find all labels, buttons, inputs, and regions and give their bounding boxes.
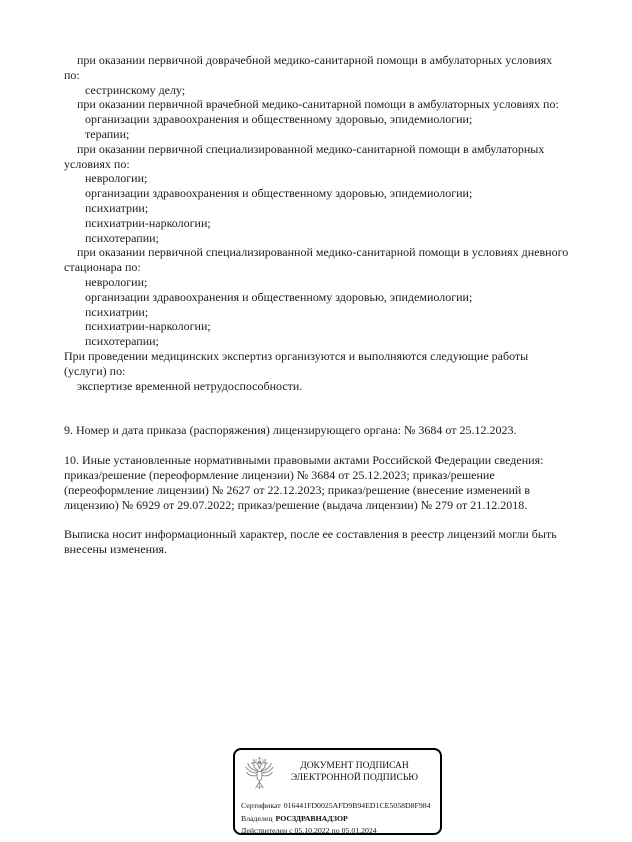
owner-label: Владелец — [241, 813, 273, 823]
stamp-validity-line: Действителен с 05.10.2022 по 05.01.2024 — [241, 826, 377, 836]
stamp-title-line-2: ЭЛЕКТРОННОЙ ПОДПИСЬЮ — [290, 772, 419, 783]
license-activity-line: организации здравоохранения и общественному здоровью, эпидемиологии; — [85, 112, 473, 127]
license-activity-line: организации здравоохранения и общественному здоровью, эпидемиологии; — [85, 289, 473, 304]
license-activity-line: психиатрии; — [85, 304, 149, 319]
license-activity-line: неврологии; — [85, 171, 148, 186]
license-activity-line: условиях по: — [64, 156, 130, 171]
note-line: внесены изменения. — [64, 542, 168, 557]
section-10-other-info — [64, 453, 630, 512]
stamp-title-line-1: ДОКУМЕНТ ПОДПИСАН — [300, 761, 409, 771]
license-activity-line: по: — [64, 67, 80, 82]
certificate-value: 016441FD0025AFD9B94ED1CE5058D8F984 — [283, 801, 431, 810]
document-body — [64, 53, 630, 557]
section-10-line: (переоформление лицензии) № 2627 от 22.12.2023; приказ/решение (внесение изменений в — [64, 482, 530, 497]
stamp-certificate-line — [241, 800, 436, 813]
license-activity-line: терапии; — [85, 126, 130, 141]
license-activity-line: При проведении медицинских экспертиз организуются и выполняются следующие работы — [64, 348, 529, 363]
license-activity-line: (услуги) по: — [64, 363, 126, 378]
license-activity-line: стационара по: — [64, 260, 141, 275]
license-activity-line: при оказании первичной врачебной медико-санитарной помощи в амбулаторных условиях по: — [77, 97, 559, 112]
license-activity-line: при оказании первичной специализированной медико-санитарной помощи в условиях дневного — [77, 245, 569, 260]
license-activity-line: психиатрии-наркологии; — [85, 319, 211, 334]
license-activity-line: психиатрии; — [85, 200, 149, 215]
electronic-signature-stamp — [233, 748, 442, 835]
license-activity-line: неврологии; — [85, 274, 148, 289]
section-10-line: 10. Иные установленные нормативными правовыми актами Российской Федерации сведения: — [64, 453, 544, 468]
stamp-title — [275, 754, 434, 784]
stamp-header — [235, 750, 440, 798]
stamp-info — [235, 798, 440, 838]
section-10-line: лицензию) № 6929 от 29.07.2022; приказ/решение (выдача лицензии) № 279 от 21.12.2018. — [64, 497, 528, 512]
license-activity-line: психотерапии; — [85, 230, 159, 245]
section-9-order-number: 9. Номер и дата приказа (распоряжения) лицензирующего органа: № 3684 от 25.12.2023. — [64, 423, 517, 438]
informational-note — [64, 527, 630, 557]
license-activity-line: психотерапии; — [85, 334, 159, 349]
owner-value: РОСЗДРАВНАДЗОР — [275, 813, 348, 823]
note-line: Выписка носит информационный характер, после ее составления в реестр лицензий могли быть — [64, 527, 557, 542]
license-activities-block — [64, 53, 630, 393]
russian-coat-of-arms-icon — [244, 755, 275, 798]
certificate-label: Сертификат — [241, 801, 281, 810]
license-activity-line: при оказании первичной специализированной медико-санитарной помощи в амбулаторных — [77, 141, 545, 156]
license-activity-line: организации здравоохранения и общественному здоровью, эпидемиологии; — [85, 186, 473, 201]
license-activity-line: сестринскому делу; — [85, 82, 186, 97]
license-activity-line: при оказании первичной доврачебной медико-санитарной помощи в амбулаторных условиях — [77, 53, 553, 67]
stamp-owner-line — [241, 813, 436, 826]
license-activity-line: экспертизе временной нетрудоспособности. — [77, 378, 303, 393]
section-10-line: приказ/решение (переоформление лицензии) № 3684 от 25.12.2023; приказ/решение — [64, 467, 495, 482]
license-activity-line: психиатрии-наркологии; — [85, 215, 211, 230]
